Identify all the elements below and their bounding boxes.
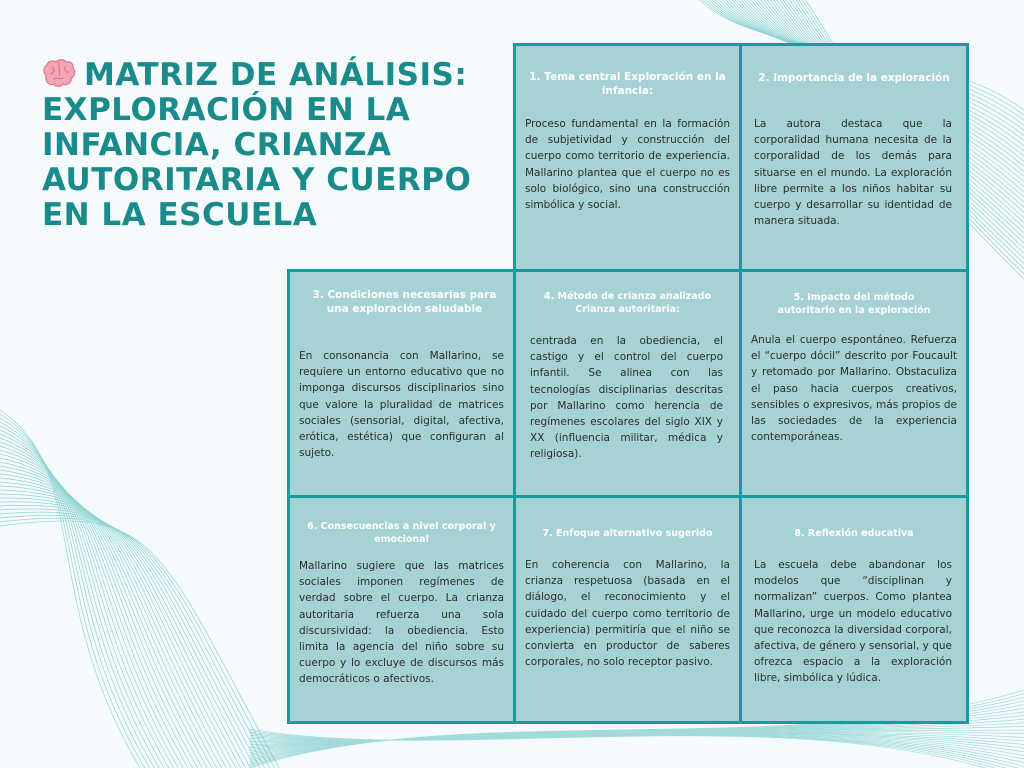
wave-line	[0, 521, 279, 768]
wave-line	[250, 734, 1024, 762]
wave-line	[0, 505, 255, 768]
wave-line	[0, 462, 202, 768]
cell-text: En coherencia con Mallarino, la crianza respetuosa (basada en el diálogo, el reconocimiento y el cuidado del cuerpo como territorio de experiencia) permitiría que el niño se convierta en productor de saberes corporales, no solo receptor pasivo.	[525, 559, 730, 669]
page-title	[42, 58, 512, 233]
cell-text: La escuela debe abandonar los modelos que “disciplinan y normalizan” cuerpos. Como plantea Mallarino, urge un modelo educativo que reconozca la diversidad corporal, afectiva, de género y sensorial, y que ofrezca espacio a la exploración libre, simbólica y lúdica.	[754, 559, 952, 685]
cell-text: La autora destaca que la corporalidad humana necesita de la corporalidad de los demás para situarse en el mundo. La exploración libre permite a los niños habitar su cuerpo y desarrollar su identidad de manera situada.	[754, 118, 952, 228]
matrix-cell-reflexion	[739, 495, 969, 724]
cell-text: Anula el cuerpo espontáneo. Refuerza el “cuerpo dócil” descrito por Foucault y retomado por Mallarino. Obstaculiza el paso hacia cuerpos creativos, sensibles o expresivos, más propios de las sociedades de la experiencia contemporáneas.	[751, 334, 957, 444]
brain-icon	[42, 59, 76, 89]
title-text: MATRIZ DE ANÁLISIS: EXPLORACIÓN EN LA INFANCIA, CRIANZA AUTORITARIA Y CUERPO EN LA ESCUELA	[42, 57, 472, 233]
matrix-cell-metodo-crianza	[513, 269, 742, 498]
cell-heading: 5. Impacto del método autoritario en la exploración	[777, 292, 931, 316]
wave-line	[0, 446, 183, 768]
wave-line	[0, 442, 178, 768]
cell-heading: 2. Importancia de la exploración	[758, 72, 950, 84]
cell-text: centrada en la obediencia, el castigo y el control del cuerpo infantil. Se alinea con las tecnologías disciplinarias descritas por Mallarino como herencia de regímenes escolares del siglo XIX y XX (influencia militar, médica y religiosa).	[530, 335, 723, 461]
wave-line	[0, 438, 174, 768]
cell-heading: 1. Tema central Exploración en la infancia:	[529, 71, 726, 97]
cell-heading: 3. Condiciones necesarias para una exploración saludable	[312, 289, 497, 315]
wave-line	[0, 434, 169, 768]
cell-heading: 6. Consecuencias a nivel corporal y emocional	[307, 521, 496, 545]
matrix-cell-consecuencias	[287, 495, 516, 724]
wave-line	[0, 502, 250, 768]
matrix-cell-condiciones	[287, 269, 516, 498]
cell-text: En consonancia con Mallarino, se requiere un entorno educativo que no imponga discursos disciplinarios sino que valore la pluralidad de matrices sociales (sensorial, digital, afectiva, erótica, estética) que configuran al sujeto.	[299, 350, 504, 460]
matrix-cell-impacto	[739, 269, 969, 498]
wave-line	[0, 474, 217, 768]
wave-line	[0, 509, 260, 768]
cell-heading: 8. Reflexión educativa	[794, 528, 914, 539]
wave-line	[0, 422, 154, 768]
wave-line	[0, 454, 193, 768]
matrix-cell-importancia	[739, 43, 969, 272]
cell-text: Mallarino sugiere que las matrices sociales imponen regímenes de verdad sobre el cuerpo. La crianza autoritaria refuerza una sola discursividad: la obediencia. Esto limita la agencia del niño sobre su cuerpo y lo excluye de discursos más democráticos o afectivos.	[299, 560, 504, 686]
cell-heading: 4. Método de crianza analizado Crianza autoritaria:	[543, 291, 712, 315]
cell-heading: 7. Enfoque alternativo sugerido	[542, 528, 713, 539]
wave-line	[0, 482, 226, 768]
cell-text: Proceso fundamental en la formación de subjetividad y construcción del cuerpo como territorio de experiencia. Mallarino plantea que el cuerpo no es solo biológico, sino una construcción simbólica y social.	[525, 118, 730, 212]
matrix-cell-tema-central	[513, 43, 742, 272]
matrix-cell-enfoque-alternativo	[513, 495, 742, 724]
wave-line	[0, 470, 212, 768]
